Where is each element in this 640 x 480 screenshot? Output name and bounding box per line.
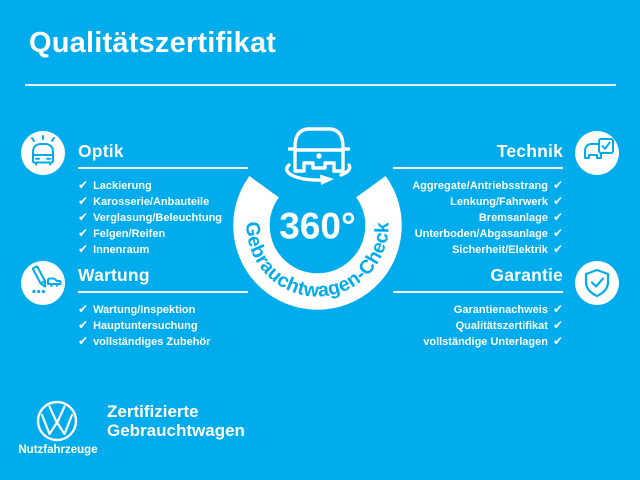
vw-logo bbox=[36, 400, 78, 442]
check-icon: ✔ bbox=[552, 178, 563, 192]
check-item-label: Qualitätszertifikat bbox=[455, 320, 548, 332]
check-item bbox=[393, 178, 563, 194]
check-item-label: Unterboden/Abgasanlage bbox=[414, 228, 548, 240]
section-technik bbox=[393, 141, 563, 258]
check-item bbox=[78, 242, 248, 258]
check-icon: ✔ bbox=[78, 302, 89, 316]
tagline bbox=[107, 402, 245, 440]
check-item bbox=[393, 318, 563, 334]
check-item bbox=[78, 302, 248, 318]
tagline-line2: Gebrauchtwagen bbox=[107, 421, 245, 440]
check-item-label: Lenkung/Fahrwerk bbox=[450, 196, 548, 208]
check-item-label: vollständige Unterlagen bbox=[423, 336, 548, 348]
section-wartung-list bbox=[78, 302, 248, 350]
check-item-label: Lackierung bbox=[93, 180, 152, 192]
check-icon: ✔ bbox=[552, 242, 563, 256]
check-item-label: Garantienachweis bbox=[453, 304, 548, 316]
check-item bbox=[393, 194, 563, 210]
check-icon: ✔ bbox=[78, 226, 89, 240]
ring-center-value: 360° bbox=[279, 205, 356, 247]
check-icon: ✔ bbox=[78, 242, 89, 256]
check-item-label: Karosserie/Anbauteile bbox=[93, 196, 210, 208]
check-item bbox=[393, 210, 563, 226]
check-icon: ✔ bbox=[78, 318, 89, 332]
check-item-label: Verglasung/Beleuchtung bbox=[93, 212, 223, 224]
section-garantie bbox=[393, 265, 563, 350]
check-item bbox=[393, 226, 563, 242]
title-divider bbox=[25, 84, 616, 86]
check-icon: ✔ bbox=[78, 194, 89, 208]
check-item-label: Aggregate/Antriebsstrang bbox=[412, 180, 548, 192]
section-wartung bbox=[78, 265, 248, 350]
car-shine-icon bbox=[21, 131, 65, 175]
section-optik bbox=[78, 141, 248, 258]
car-checkbox-icon bbox=[575, 131, 619, 175]
section-optik-title: Optik bbox=[78, 141, 248, 169]
check-item bbox=[78, 334, 248, 350]
check-icon: ✔ bbox=[552, 318, 563, 332]
section-technik-title: Technik bbox=[393, 141, 563, 169]
section-technik-list bbox=[393, 178, 563, 258]
car-360-rotate-icon bbox=[280, 121, 358, 189]
check-icon: ✔ bbox=[552, 210, 563, 224]
check-item-label: Hauptuntersuchung bbox=[93, 320, 198, 332]
check-item-label: Sicherheit/Elektrik bbox=[451, 244, 548, 256]
check-icon: ✔ bbox=[78, 210, 89, 224]
section-wartung-title: Wartung bbox=[78, 265, 248, 293]
check-icon: ✔ bbox=[78, 334, 89, 348]
shield-check-icon bbox=[575, 261, 619, 305]
car-badge-dot bbox=[316, 153, 321, 158]
check-icon: ✔ bbox=[552, 226, 563, 240]
check-item bbox=[78, 194, 248, 210]
check-item bbox=[78, 178, 248, 194]
check-icon: ✔ bbox=[78, 178, 89, 192]
check-item bbox=[78, 226, 248, 242]
section-garantie-list bbox=[393, 302, 563, 350]
rotate-arrowhead bbox=[320, 175, 334, 186]
section-optik-list bbox=[78, 178, 248, 258]
section-garantie-title: Garantie bbox=[393, 265, 563, 293]
check-item-label: Wartung/Inspektion bbox=[93, 304, 196, 316]
check-item bbox=[393, 242, 563, 258]
check-icon: ✔ bbox=[552, 302, 563, 316]
check-item-label: Innenraum bbox=[93, 244, 150, 256]
check-item bbox=[393, 334, 563, 350]
check-item bbox=[78, 210, 248, 226]
brand-name: Nutzfahrzeuge bbox=[18, 444, 98, 456]
service-note-icon bbox=[21, 261, 65, 305]
check-item-label: Bremsanlage bbox=[478, 212, 548, 224]
ring-label: Gebrauchtwagen-Check bbox=[241, 221, 394, 302]
page-title: Qualitätszertifikat bbox=[29, 27, 277, 59]
tagline-line1: Zertifizierte bbox=[107, 402, 199, 421]
check-icon: ✔ bbox=[552, 194, 563, 208]
check-item bbox=[393, 302, 563, 318]
check-item-label: vollständiges Zubehör bbox=[93, 336, 211, 348]
check-item bbox=[78, 318, 248, 334]
car-bumper bbox=[304, 163, 334, 171]
check-icon: ✔ bbox=[552, 334, 563, 348]
check-item-label: Felgen/Reifen bbox=[93, 228, 166, 240]
